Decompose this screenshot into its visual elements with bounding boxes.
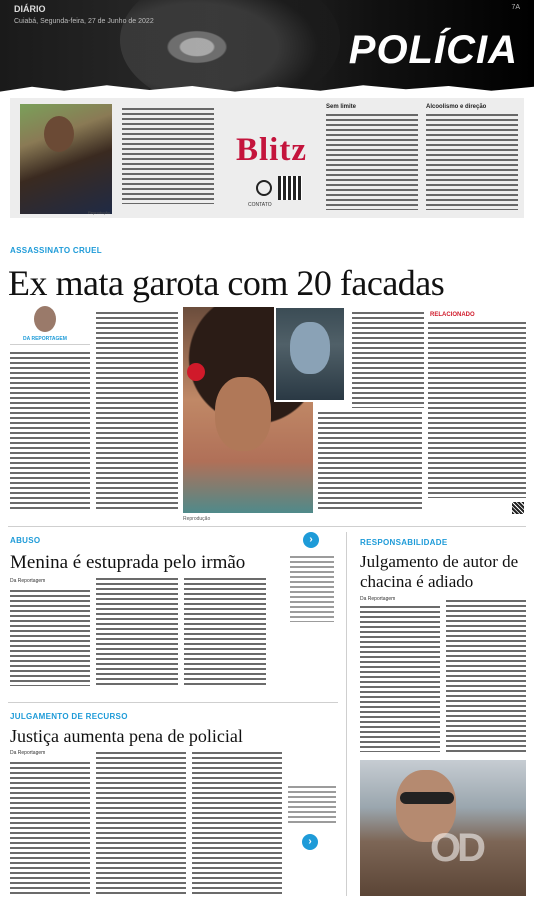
side-note	[288, 786, 336, 826]
blitz-column-3	[426, 104, 518, 210]
info-icon: ›	[302, 834, 318, 850]
section-divider	[8, 702, 338, 703]
header-face-image	[120, 0, 340, 95]
info-icon: ›	[303, 532, 319, 548]
newspaper-logo: DIÁRIO	[14, 4, 46, 14]
blitz-photo	[20, 104, 112, 214]
story-text-col-2	[96, 752, 186, 894]
section-header	[0, 0, 534, 95]
edition-date: Cuiabá, Segunda-feira, 27 de Junho de 2022	[14, 18, 154, 25]
lead-text-col-5	[428, 322, 526, 498]
story-text-col-1	[360, 606, 440, 752]
watermark: OD	[430, 826, 482, 870]
qr-code-icon	[512, 502, 524, 514]
story-byline: Da Reportagem	[10, 578, 46, 584]
story-kicker: ABUSO	[10, 536, 41, 545]
lead-text-col-2	[96, 312, 178, 512]
section-divider	[8, 526, 526, 527]
blitz-column-2	[326, 104, 418, 210]
story-kicker: JULGAMENTO DE RECURSO	[10, 712, 128, 721]
story-text-col-3	[192, 752, 282, 894]
story-kicker: RESPONSABILIDADE	[360, 538, 448, 547]
related-kicker: RELACIONADO	[430, 312, 475, 318]
story-byline: Da Reportagem	[10, 750, 46, 756]
story-text-col-1	[10, 762, 90, 894]
story-headline: Justiça aumenta pena de policial	[10, 726, 243, 746]
qr-code-icon	[278, 176, 302, 200]
story-text-col-1	[10, 590, 90, 686]
story-headline: Julgamento de autor de chacina é adiado	[360, 552, 519, 591]
story-text-col-2	[96, 578, 178, 686]
page-number: 7A	[511, 4, 520, 11]
lead-headline: Ex mata garota com 20 facadas	[8, 263, 445, 303]
blitz-column-title: Alcoolismo e direção	[426, 104, 487, 110]
whatsapp-icon	[256, 180, 272, 196]
lead-text-col-4	[318, 412, 422, 512]
story-text-col-3	[184, 578, 266, 686]
story-headline: Menina é estuprada pelo irmão	[10, 552, 246, 573]
side-note	[290, 556, 334, 622]
blitz-box	[10, 98, 524, 218]
suspect-photo	[274, 306, 346, 402]
blitz-column-title: Sem limite	[326, 104, 357, 110]
lead-text-col-1	[10, 352, 90, 512]
column-divider	[346, 532, 347, 896]
blitz-brand: Blitz	[236, 132, 307, 168]
divider	[10, 344, 90, 345]
story-byline: Da Reportagem	[360, 596, 396, 602]
lead-kicker: ASSASSINATO CRUEL	[10, 246, 102, 255]
story-text-col-2	[446, 600, 526, 752]
photo-caption: Reprodução	[183, 516, 211, 522]
lead-text-col-3	[352, 312, 424, 408]
lead-byline: DA REPORTAGEM	[23, 336, 67, 342]
author-avatar	[34, 306, 56, 332]
whatsapp-label: CONTATO	[248, 202, 272, 208]
section-title: POLÍCIA	[348, 28, 518, 72]
blitz-column-1	[122, 104, 214, 204]
blitz-photo-credit: Reprodução	[88, 210, 110, 215]
